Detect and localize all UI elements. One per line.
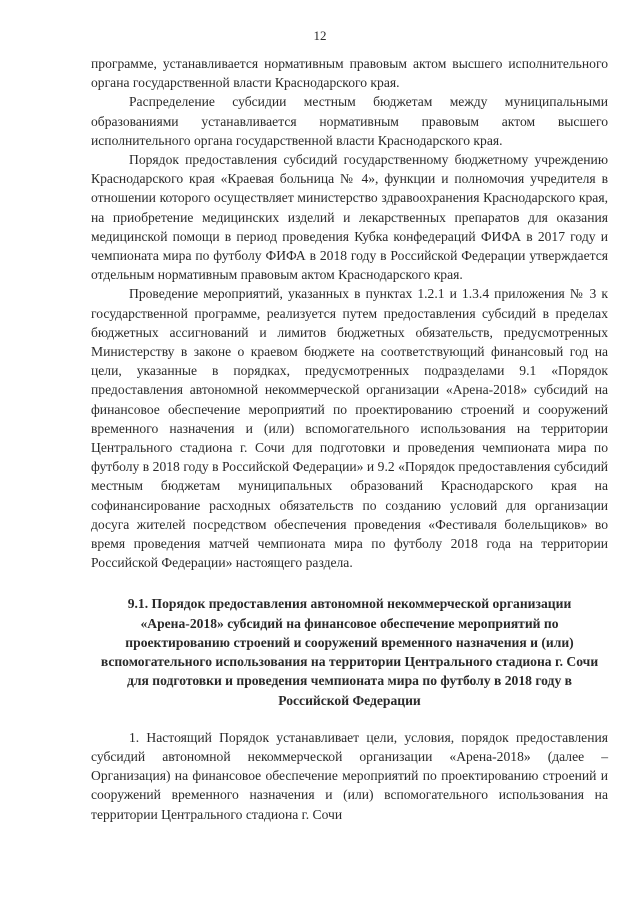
paragraph-hospital-subsidy: Порядок предоставления субсидий государственному бюджетному учреждению Краснодарского края «Краевая больница № 4», функции и полномочия учредителя в отношении которого осуществляет министерство здравоохранения Краснодарского края, на приобретение медицинских изделий и лекарственных препаратов для оказания медицинской помощи в период проведения Кубка конфедераций ФИФА в 2017 году и чемпионата мира по футболу ФИФА в 2018 году в Российской Федерации утверждается отдельным нормативным правовым актом Краснодарского края. xyxy=(91,152,608,283)
paragraph-subsidy-distribution: Распределение субсидии местным бюджетам между муниципальными образованиями устанавливается нормативным правовым актом высшего исполнительного органа государственной власти Краснодарского края. xyxy=(91,94,608,148)
section-heading: 9.1. Порядок предоставления автономной некоммерческой организации «Арена-2018» субсидий на финансовое обеспечение мероприятий по проектированию строений и сооружений временного назначения и (или) вспомогательного использования на территории Центрального стадиона г. Сочи для подготовки и проведения чемпионата мира по футболу в 2018 году в Российской Федерации xyxy=(100,596,599,708)
document-body xyxy=(91,54,608,824)
section-paragraph: 1. Настоящий Порядок устанавливает цели, условия, порядок предоставления субсидий автономной некоммерческой организации «Арена-2018» (далее – Организация) на финансовое обеспечение мероприятий по проектированию строений и сооружений временного назначения и (или) вспомогательного использования на территории Центрального стадиона г. Сочи xyxy=(91,729,608,822)
paragraph-measures: Проведение мероприятий, указанных в пунктах 1.2.1 и 1.3.4 приложения № 3 к государственной программе, реализуется путем предоставления субсидий в пределах бюджетных ассигнований и лимитов бюджетных обязательств, предусмотренных Министерству в законе о краевом бюджете на соответствующий финансовый год на цели, указанные в порядках, предусмотренных подразделами 9.1 «Порядок предоставления автономной некоммерческой организации «Арена-2018» субсидий на финансовое обеспечение мероприятий по проектированию строений и сооружений временного назначения и (или) вспомогательного использования на территории Центрального стадиона г. Сочи для подготовки и проведения чемпионата мира по футболу в 2018 году в Российской Федерации» и 9.2 «Порядок предоставления субсидий местным бюджетам муниципальных образований Краснодарского края на софинансирование расходных обязательств по созданию условий для организации досуга жителей посредством обеспечения проведения «Фестиваля болельщиков» во время проведения матчей чемпионата мира по футболу 2018 года на территории Российской Федерации» настоящего раздела. xyxy=(91,286,608,571)
page-number: 12 xyxy=(313,28,327,43)
paragraph-continuation: программе, устанавливается нормативным правовым актом высшего исполнительного органа государственной власти Краснодарского края. xyxy=(91,56,608,91)
